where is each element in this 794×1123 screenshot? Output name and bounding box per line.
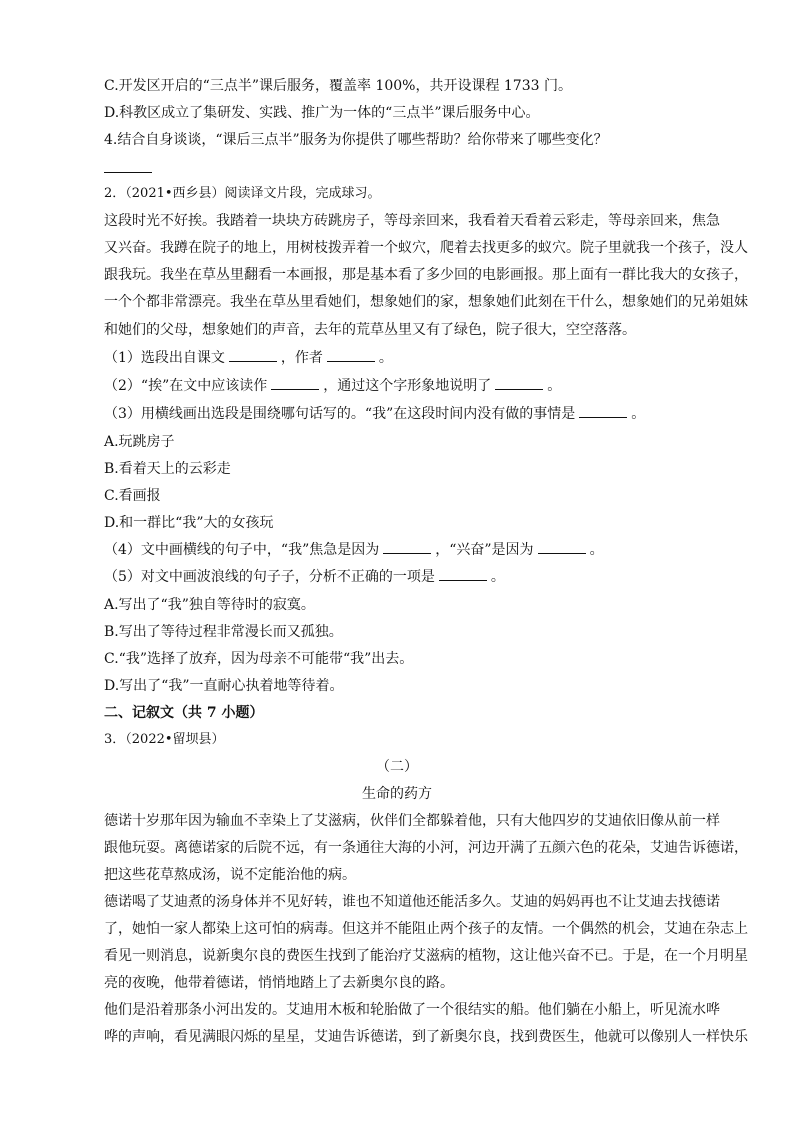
- answer-blank[interactable]: [538, 541, 586, 554]
- story-title: 生命的药方: [362, 786, 432, 802]
- option-b: B.看着天上的云彩走: [104, 461, 231, 477]
- option-c: C.看画报: [104, 488, 161, 504]
- answer-blank[interactable]: [271, 377, 319, 390]
- sub-question-2-end: 。: [547, 378, 562, 394]
- passage-2-line-3: 把这些花草熬成汤，说不定能治他的病。: [104, 867, 356, 883]
- answer-blank[interactable]: [229, 349, 277, 362]
- passage-4-line-2: 哗的声响，看见满眼闪烁的星星，艾迪告诉德诺，到了新奥尔良，找到费医生，他就可以像别人一样快乐: [104, 1029, 748, 1045]
- part-label: （二）: [376, 759, 418, 775]
- answer-blank[interactable]: [327, 349, 375, 362]
- passage-4-line-1: 他们是沿着那条小河出发的。艾迪用木板和轮胎做了一个很结实的船。他们躺在小船上，听见流水哗: [104, 1002, 720, 1018]
- option-c: C.“我”选择了放弃，因为母亲不可能带“我”出去。: [104, 651, 414, 667]
- sub-question-3-prompt: （3）用横线画出选段是围绕哪句话写的。“我”在这段时间内没有做的事情是: [104, 406, 576, 422]
- sub-question-5: [104, 567, 724, 587]
- question-3-header: 3．（2022•留坝县）: [104, 732, 225, 747]
- answer-blank[interactable]: [383, 541, 431, 554]
- option-a: A.写出了“我”独自等待时的寂寞。: [104, 597, 315, 613]
- answer-blank[interactable]: [439, 568, 487, 581]
- option-a: A.玩跳房子: [104, 434, 175, 450]
- passage-3-line-3: 看见一则消息，说新奥尔良的费医生找到了能治疗艾滋病的植物，这让他兴奋不已。于是，在一个月明星: [104, 948, 748, 964]
- passage-1-line-5: 和她们的父母，想象她们的声音，去年的荒草丛里又有了绿色，院子很大，空空落落。: [104, 322, 636, 338]
- option-d: D.写出了“我”一直耐心执着地等待着。: [104, 678, 344, 694]
- passage-1-line-1: 这段时光不好挨。我踏着一块块方砖跳房子，等母亲回来，我看着天看着云彩走，等母亲回来，焦急: [104, 213, 720, 229]
- answer-line: [104, 172, 152, 173]
- passage-2-line-1: 德诺十岁那年因为输血不幸染上了艾滋病，伙伴们全都躲着他，只有大他四岁的艾迪依旧像从前一样: [104, 813, 720, 829]
- sub-question-1-end: 。: [378, 350, 393, 366]
- sub-question-1-mid: ，作者: [280, 350, 323, 366]
- passage-1-line-4: 一个个都非常漂亮。我坐在草丛里看她们，想象她们的家，想象她们此刻在干什么，想象她们的兄弟姐妹: [104, 294, 748, 310]
- sub-question-3-end: 。: [631, 406, 646, 422]
- question-4-text: 4.结合自身谈谈，“课后三点半”服务为你提供了哪些帮助？给你带来了哪些变化？: [104, 132, 608, 148]
- option-b: B.写出了等待过程非常漫长而又孤独。: [104, 624, 343, 640]
- sub-question-5-end: 。: [490, 569, 505, 585]
- sub-question-2-prompt: （2）“挨”在文中应该读作: [104, 378, 268, 394]
- answer-blank[interactable]: [579, 405, 627, 418]
- question-2-header: 2．（2021•西乡县）阅读译文片段，完成球习。: [104, 186, 381, 201]
- answer-blank[interactable]: [495, 377, 543, 390]
- sub-question-4: [104, 540, 724, 560]
- sub-question-1-prompt: （1）选段出自课文: [104, 350, 225, 366]
- passage-1-line-2: 又兴奋。我蹲在院子的地上，用树枝拨弄着一个蚁穴，爬着去找更多的蚁穴。院子里就我一个孩子，没人: [104, 240, 748, 256]
- sub-question-4-end: 。: [589, 542, 604, 558]
- sub-question-1: [104, 348, 724, 368]
- sub-question-2: [104, 376, 724, 396]
- passage-1-line-3: 跟我玩。我坐在草丛里翻看一本画报，那是基本看了多少回的电影画报。那上面有一群比我大的女孩子，: [104, 267, 748, 283]
- sub-question-4-prompt: （4）文中画横线的句子中，“我”焦急是因为: [104, 542, 380, 558]
- option-d: D.和一群比“我”大的女孩玩: [104, 515, 274, 531]
- passage-3-line-4: 亮的夜晚，他带着德诺，悄悄地踏上了去新奥尔良的路。: [104, 975, 454, 991]
- passage-3-line-1: 德诺喝了艾迪煮的汤身体并不见好转，谁也不知道他还能活多久。艾迪的妈妈再也不让艾迪去找德诺: [104, 894, 720, 910]
- passage-2-line-2: 跟他玩耍。离德诺家的后院不远，有一条通往大海的小河，河边开满了五颜六色的花朵，艾迪告诉德诺，: [104, 840, 748, 856]
- option-d-text: D.科教区成立了集研发、实践、推广为一体的“三点半”课后服务中心。: [104, 105, 540, 121]
- sub-question-2-mid: ，通过这个字形象地说明了: [323, 378, 492, 394]
- passage-3-line-2: 了，她怕一家人都染上这可怕的病毒。但这并不能阻止两个孩子的友情。一个偶然的机会，艾迪在杂志上: [104, 921, 748, 937]
- section-heading: 二、记叙文（共 7 小题）: [104, 705, 264, 721]
- sub-question-4-mid: ，“兴奋”是因为: [435, 542, 534, 558]
- option-c-text: C.开发区开启的“三点半”课后服务，覆盖率 100%，共开设课程 1733 门。: [104, 78, 572, 94]
- sub-question-3: [104, 404, 724, 424]
- sub-question-5-prompt: （5）对文中画波浪线的句子子，分析不正确的一项是: [104, 569, 435, 585]
